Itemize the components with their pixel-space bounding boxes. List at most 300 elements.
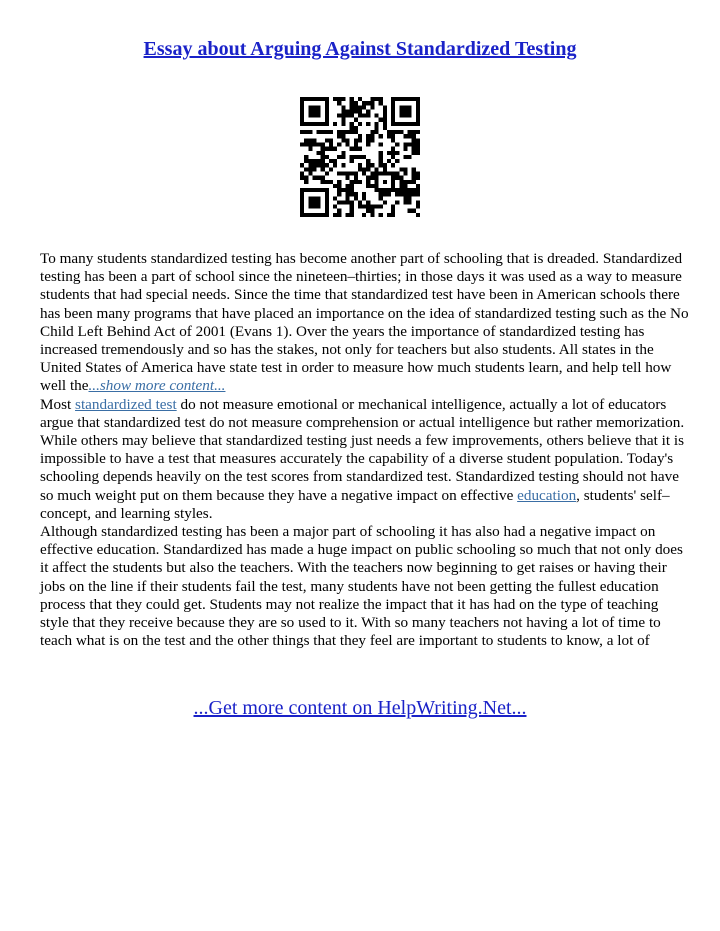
- qr-module: [300, 171, 304, 175]
- qr-module: [321, 213, 325, 217]
- qr-module: [300, 101, 304, 105]
- qr-module: [358, 155, 362, 159]
- qr-module: [317, 97, 321, 101]
- qr-module: [399, 122, 403, 126]
- qr-module: [304, 159, 308, 163]
- qr-module: [341, 109, 345, 113]
- qr-module: [346, 171, 350, 175]
- qr-module: [346, 188, 350, 192]
- qr-module: [358, 167, 362, 171]
- qr-module: [325, 97, 329, 101]
- qr-module: [370, 209, 374, 213]
- qr-module: [366, 101, 370, 105]
- qr-module: [403, 122, 407, 126]
- qr-module: [391, 118, 395, 122]
- qr-module: [416, 138, 420, 142]
- qr-module: [329, 147, 333, 151]
- qr-module: [379, 192, 383, 196]
- qr-module: [374, 97, 378, 101]
- qr-module: [412, 176, 416, 180]
- page-title[interactable]: Essay about Arguing Against Standardized Testing: [143, 38, 577, 60]
- qr-module: [321, 155, 325, 159]
- qr-module: [403, 171, 407, 175]
- qr-module: [399, 188, 403, 192]
- qr-module: [366, 209, 370, 213]
- qr-module: [333, 97, 337, 101]
- qr-module: [412, 130, 416, 134]
- qr-module: [412, 143, 416, 147]
- qr-module: [358, 97, 362, 101]
- qr-module: [300, 143, 304, 147]
- qr-module: [391, 151, 395, 155]
- qr-module: [317, 205, 321, 209]
- qr-module: [304, 143, 308, 147]
- qr-module: [391, 163, 395, 167]
- qr-module: [308, 213, 312, 217]
- qr-module: [416, 130, 420, 134]
- qr-module: [403, 105, 407, 109]
- qr-module: [325, 130, 329, 134]
- qr-code-image: [300, 97, 420, 217]
- qr-module: [317, 109, 321, 113]
- qr-module: [329, 167, 333, 171]
- qr-module: [337, 171, 341, 175]
- qr-module: [333, 205, 337, 209]
- qr-module: [412, 188, 416, 192]
- qr-module: [416, 205, 420, 209]
- qr-module: [333, 213, 337, 217]
- qr-module: [312, 163, 316, 167]
- qr-module: [395, 192, 399, 196]
- qr-module: [374, 184, 378, 188]
- qr-module: [304, 122, 308, 126]
- qr-module: [366, 184, 370, 188]
- qr-module: [300, 109, 304, 113]
- qr-module: [403, 134, 407, 138]
- qr-module: [325, 188, 329, 192]
- qr-module: [300, 122, 304, 126]
- qr-module: [403, 200, 407, 204]
- paragraph-second: [40, 396, 690, 523]
- qr-module: [370, 176, 374, 180]
- qr-module: [350, 213, 354, 217]
- qr-module: [312, 138, 316, 142]
- qr-module: [391, 147, 395, 151]
- qr-module: [379, 97, 383, 101]
- qr-module: [333, 196, 337, 200]
- qr-module: [391, 114, 395, 118]
- qr-module: [403, 97, 407, 101]
- qr-module: [350, 114, 354, 118]
- paragraph-second-text-end: , students' self–concept, and learning styles.: [40, 486, 670, 522]
- qr-module: [408, 114, 412, 118]
- qr-module: [379, 205, 383, 209]
- qr-module: [395, 143, 399, 147]
- qr-module: [362, 114, 366, 118]
- qr-module: [362, 171, 366, 175]
- qr-module: [304, 130, 308, 134]
- qr-module: [350, 184, 354, 188]
- qr-module: [350, 126, 354, 130]
- qr-module: [308, 143, 312, 147]
- qr-module: [304, 213, 308, 217]
- qr-module: [312, 196, 316, 200]
- qr-module: [395, 159, 399, 163]
- qr-module: [416, 192, 420, 196]
- qr-module: [408, 200, 412, 204]
- qr-module: [312, 167, 316, 171]
- qr-module: [312, 97, 316, 101]
- qr-module: [337, 143, 341, 147]
- qr-module: [354, 143, 358, 147]
- qr-module: [321, 176, 325, 180]
- qr-module: [341, 200, 345, 204]
- qr-module: [391, 155, 395, 159]
- qr-module: [383, 126, 387, 130]
- qr-module: [341, 118, 345, 122]
- qr-module: [337, 155, 341, 159]
- qr-module: [391, 171, 395, 175]
- qr-module: [329, 143, 333, 147]
- qr-module: [308, 122, 312, 126]
- qr-module: [354, 105, 358, 109]
- qr-module: [416, 97, 420, 101]
- qr-module: [354, 126, 358, 130]
- qr-module: [391, 180, 395, 184]
- qr-module: [374, 130, 378, 134]
- qr-module: [300, 188, 304, 192]
- qr-module: [325, 205, 329, 209]
- qr-module: [366, 176, 370, 180]
- qr-module: [408, 155, 412, 159]
- qr-module: [379, 101, 383, 105]
- qr-module: [341, 171, 345, 175]
- qr-module: [321, 159, 325, 163]
- qr-module: [312, 188, 316, 192]
- qr-module: [312, 105, 316, 109]
- qr-module: [321, 167, 325, 171]
- qr-module: [337, 188, 341, 192]
- qr-module: [354, 176, 358, 180]
- qr-module: [304, 188, 308, 192]
- qr-module: [374, 167, 378, 171]
- qr-module: [379, 213, 383, 217]
- qr-module: [337, 209, 341, 213]
- qr-module: [391, 105, 395, 109]
- qr-module: [412, 192, 416, 196]
- qr-module: [350, 171, 354, 175]
- qr-module: [370, 101, 374, 105]
- qr-module: [383, 114, 387, 118]
- qr-module: [366, 167, 370, 171]
- qr-module: [391, 134, 395, 138]
- qr-module: [412, 209, 416, 213]
- qr-module: [366, 143, 370, 147]
- qr-module: [321, 180, 325, 184]
- qr-module: [341, 130, 345, 134]
- qr-module: [350, 155, 354, 159]
- qr-module: [317, 143, 321, 147]
- qr-module: [399, 184, 403, 188]
- qr-module: [317, 176, 321, 180]
- get-more-content-link[interactable]: ...Get more content on HelpWriting.Net...: [193, 697, 527, 719]
- standardized-test-link[interactable]: standardized test: [75, 395, 177, 413]
- qr-module: [403, 155, 407, 159]
- qr-module: [383, 192, 387, 196]
- qr-module: [312, 109, 316, 113]
- qr-module: [325, 138, 329, 142]
- qr-module: [408, 105, 412, 109]
- qr-module: [346, 114, 350, 118]
- qr-module: [391, 209, 395, 213]
- qr-module: [412, 171, 416, 175]
- qr-module: [308, 114, 312, 118]
- qr-module: [358, 163, 362, 167]
- qr-module: [362, 213, 366, 217]
- qr-module: [403, 196, 407, 200]
- qr-module: [333, 122, 337, 126]
- qr-module: [370, 171, 374, 175]
- qr-module: [391, 176, 395, 180]
- qr-module: [374, 126, 378, 130]
- qr-module: [379, 171, 383, 175]
- qr-module: [416, 200, 420, 204]
- qr-module: [362, 196, 366, 200]
- qr-module: [358, 180, 362, 184]
- qr-module: [395, 188, 399, 192]
- qr-module: [333, 147, 337, 151]
- qr-module: [337, 213, 341, 217]
- qr-module: [317, 105, 321, 109]
- qr-module: [321, 143, 325, 147]
- qr-module: [300, 163, 304, 167]
- qr-module: [387, 213, 391, 217]
- qr-module: [350, 109, 354, 113]
- qr-module: [300, 209, 304, 213]
- education-link[interactable]: education: [517, 486, 577, 504]
- qr-module: [321, 151, 325, 155]
- qr-module: [321, 97, 325, 101]
- qr-module: [370, 205, 374, 209]
- qr-module: [350, 105, 354, 109]
- qr-module: [317, 163, 321, 167]
- qr-module: [366, 163, 370, 167]
- qr-module: [350, 101, 354, 105]
- qr-module: [337, 130, 341, 134]
- qr-module: [416, 109, 420, 113]
- qr-module: [358, 134, 362, 138]
- qr-module: [300, 192, 304, 196]
- qr-module: [346, 184, 350, 188]
- qr-module: [329, 180, 333, 184]
- qr-module: [403, 109, 407, 113]
- qr-module: [300, 130, 304, 134]
- qr-module: [387, 159, 391, 163]
- qr-module: [308, 97, 312, 101]
- qr-module: [383, 171, 387, 175]
- qr-module: [300, 200, 304, 204]
- qr-module: [358, 109, 362, 113]
- qr-module: [341, 163, 345, 167]
- qr-module: [341, 155, 345, 159]
- qr-module: [317, 188, 321, 192]
- qr-module: [370, 105, 374, 109]
- qr-module: [416, 118, 420, 122]
- qr-module: [341, 122, 345, 126]
- qr-module: [300, 105, 304, 109]
- qr-module: [329, 159, 333, 163]
- qr-module: [308, 200, 312, 204]
- qr-module: [374, 114, 378, 118]
- qr-module: [358, 200, 362, 204]
- qr-module: [337, 134, 341, 138]
- paragraph-third: [40, 523, 690, 650]
- qr-module: [354, 171, 358, 175]
- qr-module: [337, 184, 341, 188]
- qr-module: [354, 192, 358, 196]
- qr-module: [379, 159, 383, 163]
- qr-module: [354, 155, 358, 159]
- qr-module: [341, 97, 345, 101]
- qr-module: [317, 114, 321, 118]
- qr-module: [374, 180, 378, 184]
- qr-module: [354, 138, 358, 142]
- qr-module: [366, 180, 370, 184]
- qr-module: [358, 205, 362, 209]
- qr-module: [337, 101, 341, 105]
- qr-module: [387, 171, 391, 175]
- qr-module: [300, 118, 304, 122]
- qr-module: [416, 213, 420, 217]
- qr-module: [370, 163, 374, 167]
- qr-module: [317, 130, 321, 134]
- qr-module: [374, 171, 378, 175]
- qr-module: [403, 188, 407, 192]
- qr-module: [416, 171, 420, 175]
- qr-module: [350, 122, 354, 126]
- qr-module: [358, 138, 362, 142]
- qr-module: [354, 180, 358, 184]
- qr-module: [416, 105, 420, 109]
- qr-module: [308, 171, 312, 175]
- qr-module: [399, 180, 403, 184]
- qr-module: [346, 213, 350, 217]
- qr-module: [304, 167, 308, 171]
- qr-module: [387, 192, 391, 196]
- qr-module: [346, 196, 350, 200]
- qr-module: [391, 101, 395, 105]
- qr-module: [362, 192, 366, 196]
- qr-module: [333, 159, 337, 163]
- qr-module: [374, 205, 378, 209]
- qr-module: [387, 151, 391, 155]
- qr-module: [354, 130, 358, 134]
- qr-module: [317, 159, 321, 163]
- qr-module: [391, 213, 395, 217]
- qr-module: [403, 143, 407, 147]
- qr-module: [408, 180, 412, 184]
- qr-module: [312, 213, 316, 217]
- paragraph-intro: [40, 250, 690, 396]
- qr-module: [403, 184, 407, 188]
- qr-module: [408, 209, 412, 213]
- qr-module: [337, 97, 341, 101]
- qr-module: [391, 130, 395, 134]
- show-more-link[interactable]: ...show more content...: [88, 377, 226, 395]
- qr-module: [317, 200, 321, 204]
- qr-module: [325, 213, 329, 217]
- qr-module: [350, 130, 354, 134]
- qr-module: [304, 138, 308, 142]
- paragraph-third-text: Although standardized testing has been a major part of schooling it has also had a negative impact on effective education. Standardized has made a huge impact on public schooling so much that not only does it affect the students but also the teachers. With the teachers now beginning to get raises or having their jobs on the line if their students fail the test, many students have not been getting the fullest education process that they could get. Students may not realize the impact that it has had on the type of teaching style that they receive because they are so used to it. With so many teachers not having a lot of time to teach what is on the test and the other things that they feel are important to students to know, a lot of: [40, 523, 683, 650]
- qr-module: [379, 143, 383, 147]
- qr-module: [346, 138, 350, 142]
- qr-module: [346, 200, 350, 204]
- qr-module: [321, 188, 325, 192]
- qr-module: [317, 122, 321, 126]
- qr-module: [341, 138, 345, 142]
- qr-module: [403, 192, 407, 196]
- qr-module: [416, 101, 420, 105]
- qr-module: [300, 114, 304, 118]
- qr-module: [416, 184, 420, 188]
- qr-module: [395, 122, 399, 126]
- qr-module: [370, 97, 374, 101]
- qr-module: [395, 97, 399, 101]
- qr-module: [403, 167, 407, 171]
- qr-module: [399, 192, 403, 196]
- qr-module: [399, 167, 403, 171]
- qr-module: [416, 147, 420, 151]
- qr-module: [403, 180, 407, 184]
- qr-module: [350, 205, 354, 209]
- qr-module: [362, 101, 366, 105]
- qr-module: [346, 130, 350, 134]
- qr-module: [308, 188, 312, 192]
- qr-module: [370, 130, 374, 134]
- qr-module: [366, 200, 370, 204]
- qr-module: [391, 138, 395, 142]
- qr-module: [325, 192, 329, 196]
- qr-module: [383, 109, 387, 113]
- qr-module: [416, 151, 420, 155]
- qr-module: [321, 163, 325, 167]
- qr-module: [341, 134, 345, 138]
- qr-module: [403, 114, 407, 118]
- qr-module: [312, 159, 316, 163]
- qr-module: [308, 109, 312, 113]
- qr-module: [370, 213, 374, 217]
- qr-module: [383, 188, 387, 192]
- qr-module: [370, 134, 374, 138]
- qr-module: [325, 180, 329, 184]
- qr-module: [391, 205, 395, 209]
- qr-module: [379, 118, 383, 122]
- qr-module: [412, 122, 416, 126]
- paragraph-second-text-start: Most: [40, 395, 76, 413]
- qr-module: [379, 151, 383, 155]
- qr-module: [383, 167, 387, 171]
- qr-module: [391, 97, 395, 101]
- qr-module: [358, 147, 362, 151]
- qr-module: [416, 176, 420, 180]
- qr-module: [312, 205, 316, 209]
- qr-module: [312, 200, 316, 204]
- qr-module: [308, 147, 312, 151]
- qr-module: [395, 171, 399, 175]
- qr-module: [325, 163, 329, 167]
- qr-module: [412, 151, 416, 155]
